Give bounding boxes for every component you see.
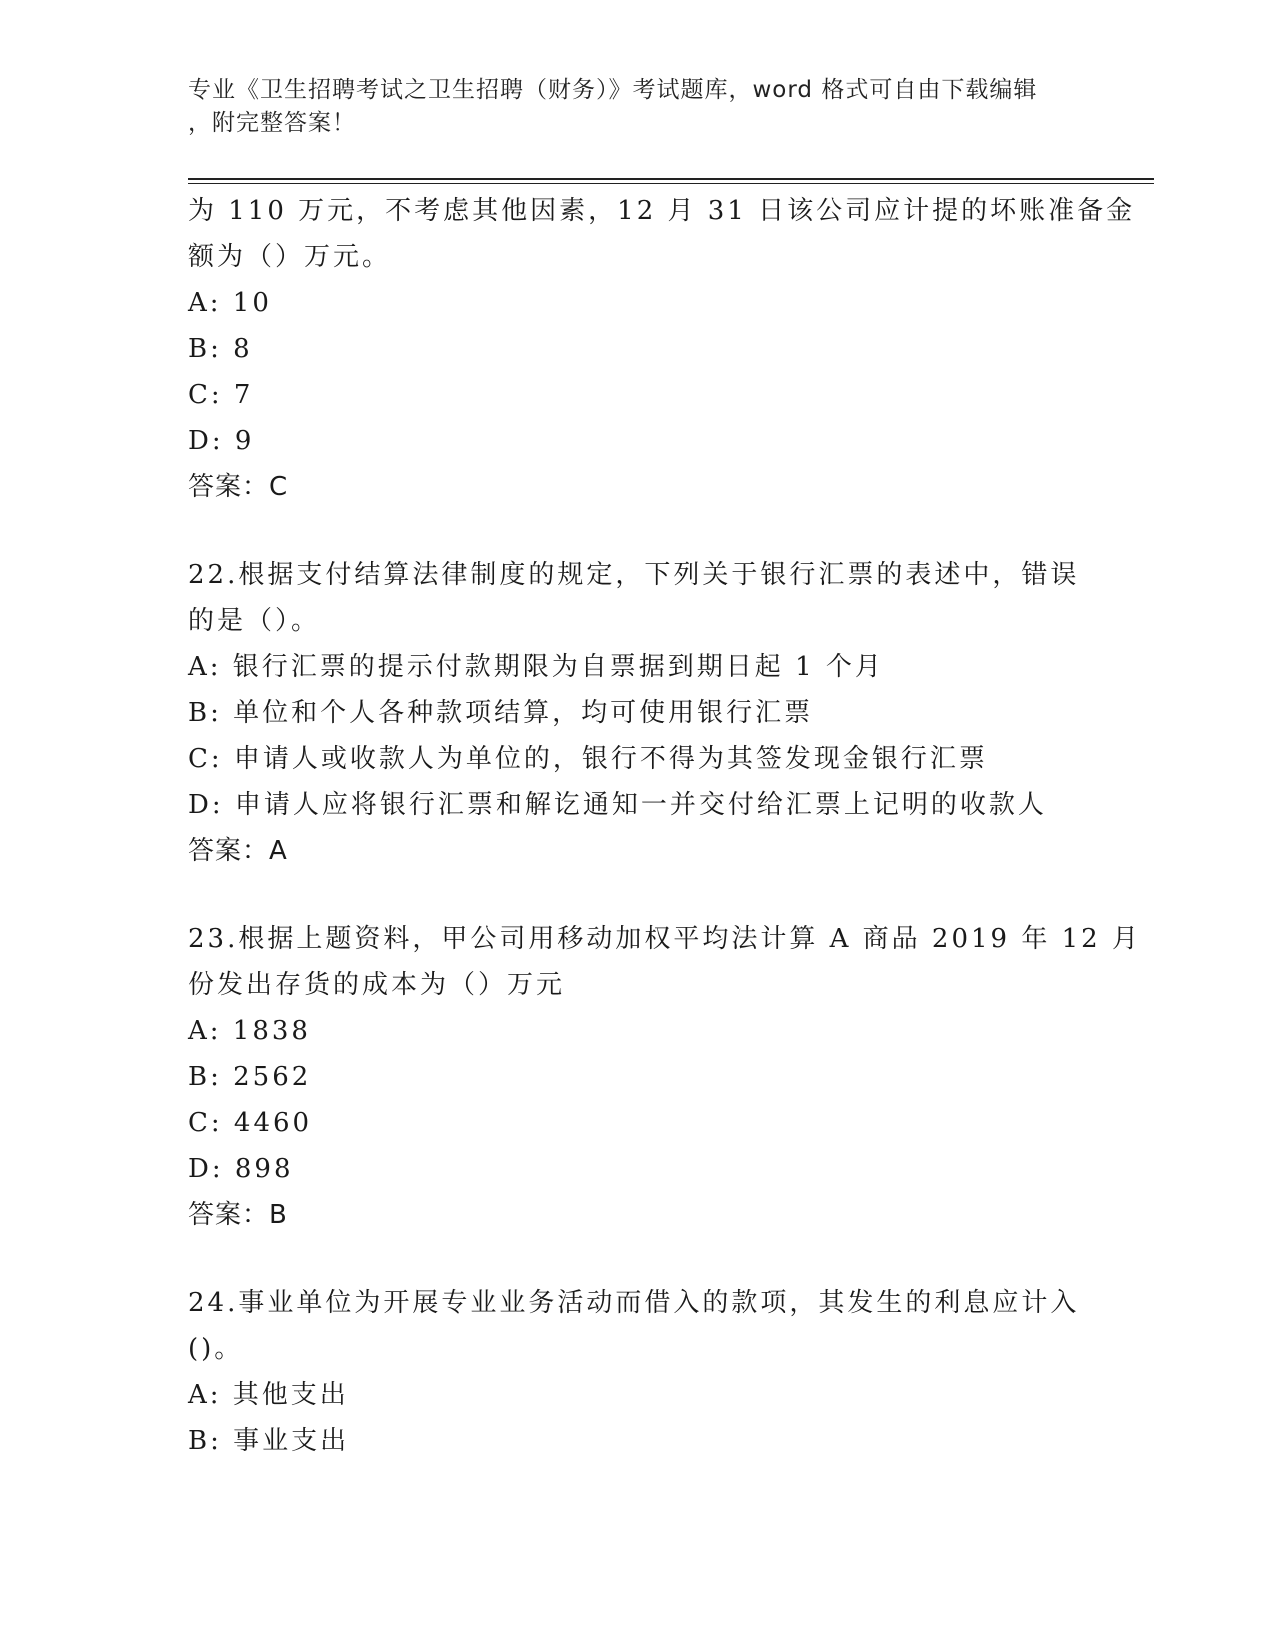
option-a: A: 其他支出 xyxy=(188,1380,349,1410)
option-c: C: 7 xyxy=(188,380,254,410)
question-list xyxy=(188,188,1141,1464)
option-b: B: 2562 xyxy=(188,1062,312,1092)
option-d: D: 898 xyxy=(188,1154,294,1184)
question-23 xyxy=(188,916,1141,1238)
question-21 xyxy=(188,188,1136,510)
question-stem: 22.根据支付结算法律制度的规定，下列关于银行汇票的表述中，错误 xyxy=(188,560,1080,590)
question-spacer xyxy=(188,874,1088,916)
question-spacer xyxy=(188,1238,1088,1280)
option-b: B: 事业支出 xyxy=(188,1426,350,1456)
question-stem: 份发出存货的成本为（）万元 xyxy=(188,970,566,1000)
question-stem: 24.事业单位为开展专业业务活动而借入的款项，其发生的利息应计入 xyxy=(188,1288,1080,1318)
question-stem: 为 110 万元，不考虑其他因素，12 月 31 日该公司应计提的坏账准备金 xyxy=(188,196,1136,226)
question-stem: 的是（）。 xyxy=(188,606,321,636)
header-line-2: ，附完整答案！ xyxy=(188,110,356,136)
option-c: C: 申请人或收款人为单位的，银行不得为其签发现金银行汇票 xyxy=(188,744,988,774)
option-a: A: 10 xyxy=(188,288,272,318)
answer-line: 答案：A xyxy=(188,836,288,866)
option-d: D: 申请人应将银行汇票和解讫通知一并交付给汇票上记明的收款人 xyxy=(188,790,1047,820)
option-a: A: 银行汇票的提示付款期限为自票据到期日起 1 个月 xyxy=(188,652,884,682)
answer-line: 答案：B xyxy=(188,1200,288,1230)
option-b: B: 8 xyxy=(188,334,253,364)
question-spacer xyxy=(188,510,1088,552)
question-stem: 23.根据上题资料，甲公司用移动加权平均法计算 A 商品 2019 年 12 月 xyxy=(188,924,1141,954)
option-d: D: 9 xyxy=(188,426,255,456)
header-line-1: 专业《卫生招聘考试之卫生招聘（财务）》考试题库，word 格式可自由下载编辑 xyxy=(188,77,1038,103)
option-a: A: 1838 xyxy=(188,1016,311,1046)
question-stem: 额为（）万元。 xyxy=(188,242,392,272)
option-b: B: 单位和个人各种款项结算，均可使用银行汇票 xyxy=(188,698,814,728)
question-stem: ()。 xyxy=(188,1334,244,1364)
header-rule-thick xyxy=(188,178,1154,180)
option-c: C: 4460 xyxy=(188,1108,313,1138)
document-header xyxy=(188,74,1088,140)
header-rule-thin xyxy=(188,183,1154,184)
answer-line: 答案：C xyxy=(188,472,289,502)
question-24 xyxy=(188,1280,1088,1464)
question-22 xyxy=(188,552,1088,874)
